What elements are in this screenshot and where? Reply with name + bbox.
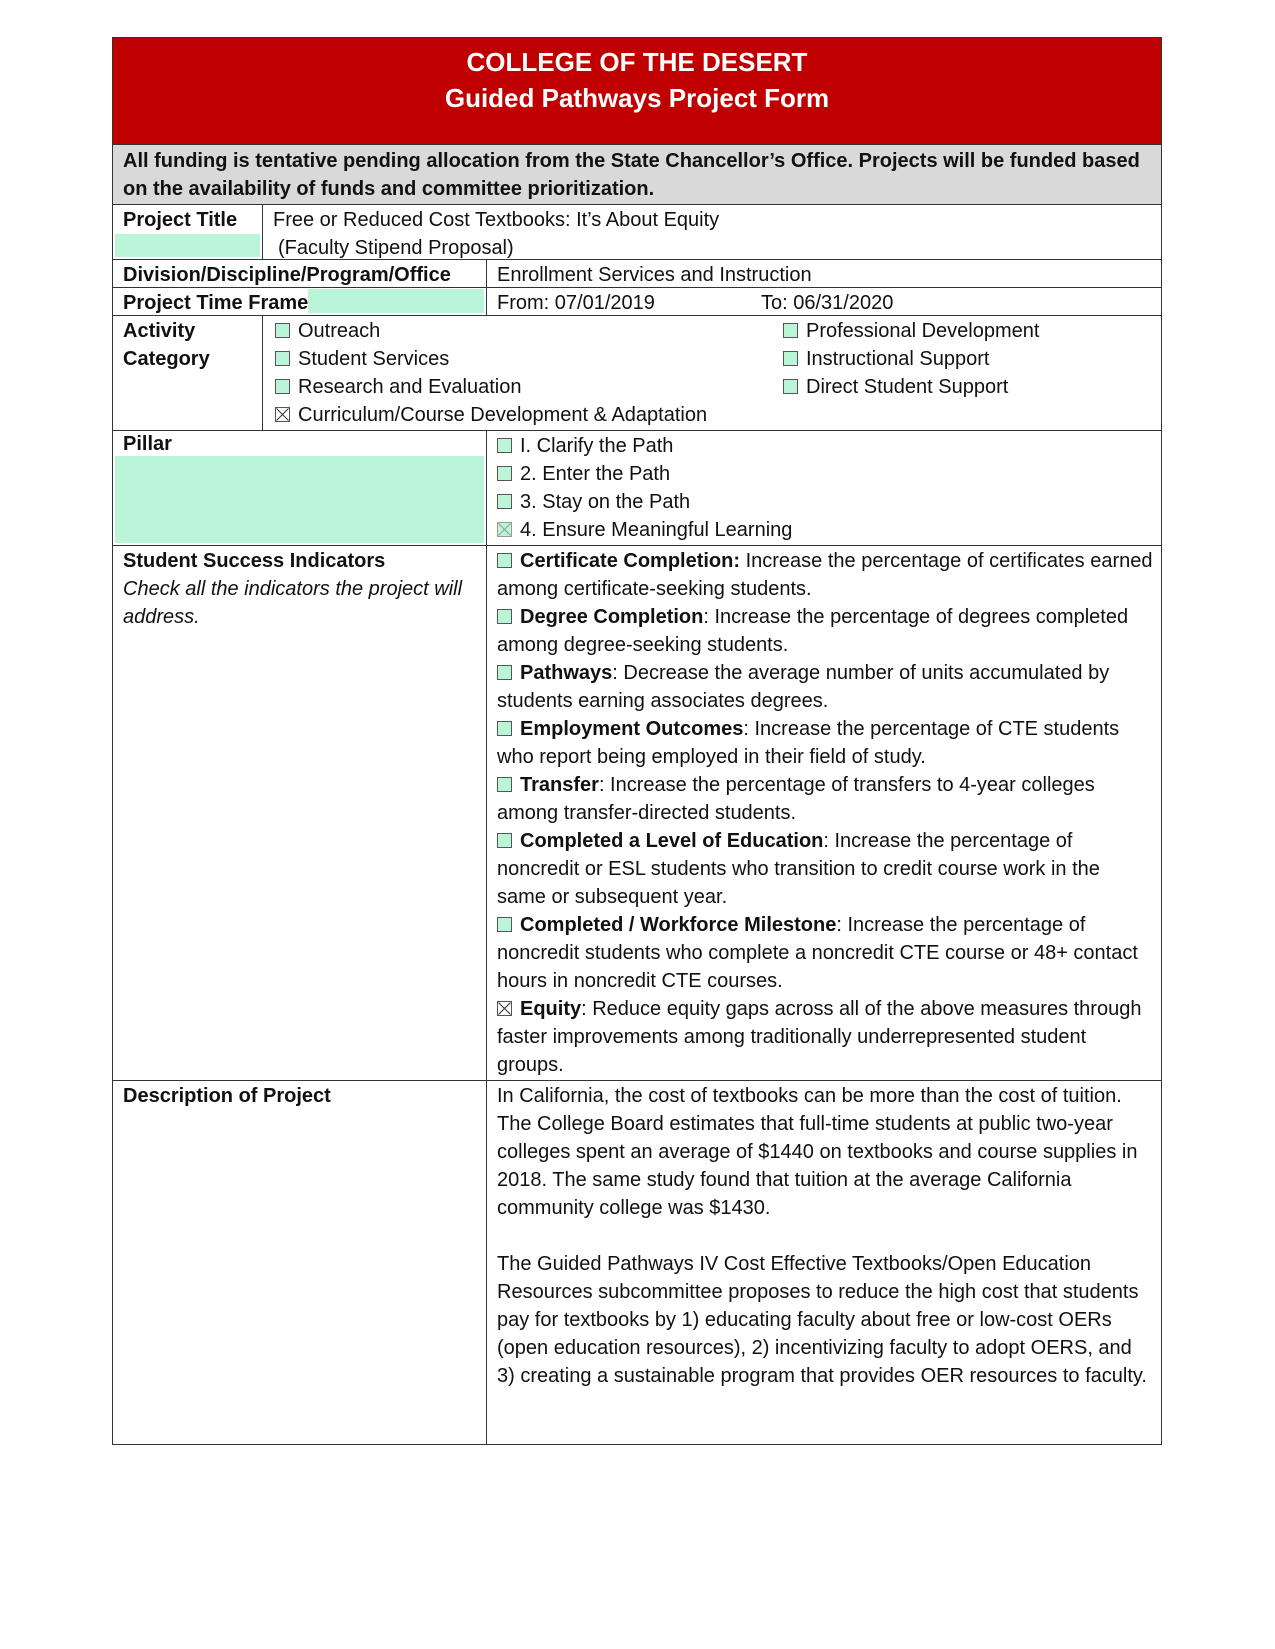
activity-option-label: Direct Student Support <box>806 376 1009 398</box>
checkbox-icon[interactable] <box>783 379 798 394</box>
indicator-equity[interactable] <box>497 995 1153 1079</box>
indicator-name: Degree Completion <box>520 606 704 628</box>
indicator-text: : Reduce equity gaps across all of the above measures through faster improvements among traditionally underrepresented student groups. <box>497 998 1142 1076</box>
indicators-row <box>112 546 1162 1081</box>
project-title-row <box>112 205 1162 260</box>
project-title-field-fill <box>115 234 260 257</box>
activity-option-instructional-support[interactable] <box>783 345 1039 373</box>
activity-option-student-services[interactable] <box>275 345 783 373</box>
pillar-option-ensure[interactable] <box>497 516 1151 544</box>
time-frame-label-cell <box>113 288 487 315</box>
activity-option-label: Curriculum/Course Development & Adaptation <box>298 404 708 426</box>
indicator-name: Pathways <box>520 662 613 684</box>
form-header <box>112 37 1162 145</box>
time-frame-values <box>487 288 1161 315</box>
pillar-option-clarify[interactable] <box>497 432 1151 460</box>
checkbox-icon[interactable] <box>497 609 512 624</box>
indicator-text: : Increase the percentage of transfers to 4-year colleges among transfer-directed students. <box>497 774 1095 824</box>
indicator-text: : Increase the percentage of noncredit students who complete a noncredit CTE course or 48+ contact hours in noncredit CTE courses. <box>497 914 1138 992</box>
pillar-options <box>487 431 1161 545</box>
pillar-field-fill <box>115 456 484 543</box>
pillar-option-label: I. Clarify the Path <box>520 435 674 457</box>
checkbox-icon[interactable] <box>497 917 512 932</box>
activity-category-row <box>112 316 1162 431</box>
indicator-pathways[interactable] <box>497 659 1153 715</box>
activity-option-direct-student-support[interactable] <box>783 373 1039 401</box>
pillar-row <box>112 431 1162 546</box>
indicator-text: : Increase the percentage of noncredit or ESL students who transition to credit course work in the same or subsequent year. <box>497 830 1100 908</box>
college-name: COLLEGE OF THE DESERT <box>466 47 808 77</box>
activity-option-label: Research and Evaluation <box>298 376 522 398</box>
division-label: Division/Discipline/Program/Office <box>113 260 487 287</box>
checkbox-icon[interactable] <box>783 323 798 338</box>
project-title-value[interactable] <box>263 205 1161 259</box>
indicator-degree-completion[interactable] <box>497 603 1153 659</box>
checkbox-icon[interactable] <box>497 466 512 481</box>
indicators-label-cell <box>113 546 487 1080</box>
indicator-text: Increase the percentage of certificates earned among certificate-seeking students. <box>497 550 1153 600</box>
activity-option-curriculum[interactable] <box>275 401 783 429</box>
indicator-transfer[interactable] <box>497 771 1153 827</box>
funding-notice: All funding is tentative pending allocation from the State Chancellor’s Office. Projects will be funded based on the availability of funds and committee prioritization. <box>112 145 1162 205</box>
pillar-option-label: 4. Ensure Meaningful Learning <box>520 519 793 541</box>
description-paragraph: The Guided Pathways IV Cost Effective Textbooks/Open Education Resources subcommittee proposes to reduce the high cost that students pay for textbooks by 1) educating faculty about free or low-cost OERs (open education resources), 2) incentivizing faculty to adopt OERS, and 3) creating a sustainable program that provides OER resources to faculty. <box>497 1253 1147 1387</box>
checkbox-icon[interactable] <box>275 379 290 394</box>
description-text[interactable] <box>487 1081 1161 1444</box>
activity-category-label-line1: Activity <box>123 320 196 342</box>
form-title: Guided Pathways Project Form <box>444 83 830 113</box>
paragraph-gap <box>497 1222 1153 1250</box>
activity-option-label: Professional Development <box>806 320 1040 342</box>
indicator-name: Employment Outcomes <box>520 718 744 740</box>
project-title-label-cell <box>113 205 263 259</box>
time-frame-label: Project Time Frame <box>123 292 309 314</box>
indicator-name: Certificate Completion: <box>520 550 741 572</box>
checkbox-icon[interactable] <box>497 553 512 568</box>
project-title-line1: Free or Reduced Cost Textbooks: It’s About Equity <box>273 209 720 231</box>
time-frame-field-fill <box>308 289 484 313</box>
indicator-employment-outcomes[interactable] <box>497 715 1153 771</box>
activity-option-research[interactable] <box>275 373 783 401</box>
checkbox-icon[interactable] <box>497 777 512 792</box>
indicator-certificate-completion[interactable] <box>497 547 1153 603</box>
pillar-option-label: 3. Stay on the Path <box>520 491 691 513</box>
indicators-list <box>487 546 1161 1080</box>
indicator-text: : Increase the percentage of degrees completed among degree-seeking students. <box>497 606 1129 656</box>
indicator-workforce-milestone[interactable] <box>497 911 1153 995</box>
indicator-level-of-education[interactable] <box>497 827 1153 911</box>
activity-left-column <box>275 317 783 429</box>
checkbox-icon[interactable] <box>275 323 290 338</box>
checkbox-icon[interactable] <box>275 351 290 366</box>
checkbox-icon[interactable] <box>497 494 512 509</box>
checkbox-icon[interactable] <box>497 438 512 453</box>
pillar-option-label: 2. Enter the Path <box>520 463 671 485</box>
project-form <box>112 37 1162 1445</box>
indicators-label: Student Success Indicators <box>123 550 386 572</box>
activity-right-column <box>783 317 1039 429</box>
time-frame-row <box>112 288 1162 316</box>
checkbox-icon[interactable] <box>783 351 798 366</box>
indicator-name: Completed a Level of Education <box>520 830 824 852</box>
activity-category-label-cell <box>113 316 263 430</box>
time-frame-from[interactable]: From: 07/01/2019 <box>497 292 655 314</box>
checked-checkbox-icon[interactable] <box>497 522 512 537</box>
time-frame-to[interactable]: To: 06/31/2020 <box>761 292 894 314</box>
activity-option-label: Student Services <box>298 348 450 370</box>
division-value[interactable]: Enrollment Services and Instruction <box>497 264 812 286</box>
division-row <box>112 260 1162 288</box>
checkbox-icon[interactable] <box>497 665 512 680</box>
description-row <box>112 1081 1162 1445</box>
activity-category-options <box>263 316 1161 430</box>
checkbox-icon[interactable] <box>497 833 512 848</box>
indicator-text: : Increase the percentage of CTE students who report being employed in their field of study. <box>497 718 1120 768</box>
indicators-instruction: Check all the indicators the project will address. <box>123 578 463 628</box>
activity-option-professional-development[interactable] <box>783 317 1039 345</box>
pillar-label-cell <box>113 431 487 545</box>
activity-option-label: Outreach <box>298 320 381 342</box>
project-title-label: Project Title <box>123 209 238 231</box>
activity-option-outreach[interactable] <box>275 317 783 345</box>
checked-checkbox-icon[interactable] <box>497 1001 512 1016</box>
indicator-name: Equity <box>520 998 582 1020</box>
checkbox-icon[interactable] <box>497 721 512 736</box>
pillar-label: Pillar <box>123 433 172 455</box>
description-paragraph: In California, the cost of textbooks can be more than the cost of tuition. The College Board estimates that full-time students at public two-year colleges spent an average of $1440 on textbooks and course supplies in 2018. The same study found that tuition at the average California community college was $1430. <box>497 1085 1138 1219</box>
indicator-name: Transfer <box>520 774 599 796</box>
description-label: Description of Project <box>113 1081 487 1444</box>
activity-option-label: Instructional Support <box>806 348 990 370</box>
project-title-line2: (Faculty Stipend Proposal) <box>278 237 514 259</box>
pillar-option-stay[interactable] <box>497 488 1151 516</box>
checked-checkbox-icon[interactable] <box>275 407 290 422</box>
indicator-text: : Decrease the average number of units accumulated by students earning associates degrees. <box>497 662 1110 712</box>
activity-category-label-line2: Category <box>123 348 210 370</box>
pillar-option-enter[interactable] <box>497 460 1151 488</box>
indicator-name: Completed / Workforce Milestone <box>520 914 837 936</box>
